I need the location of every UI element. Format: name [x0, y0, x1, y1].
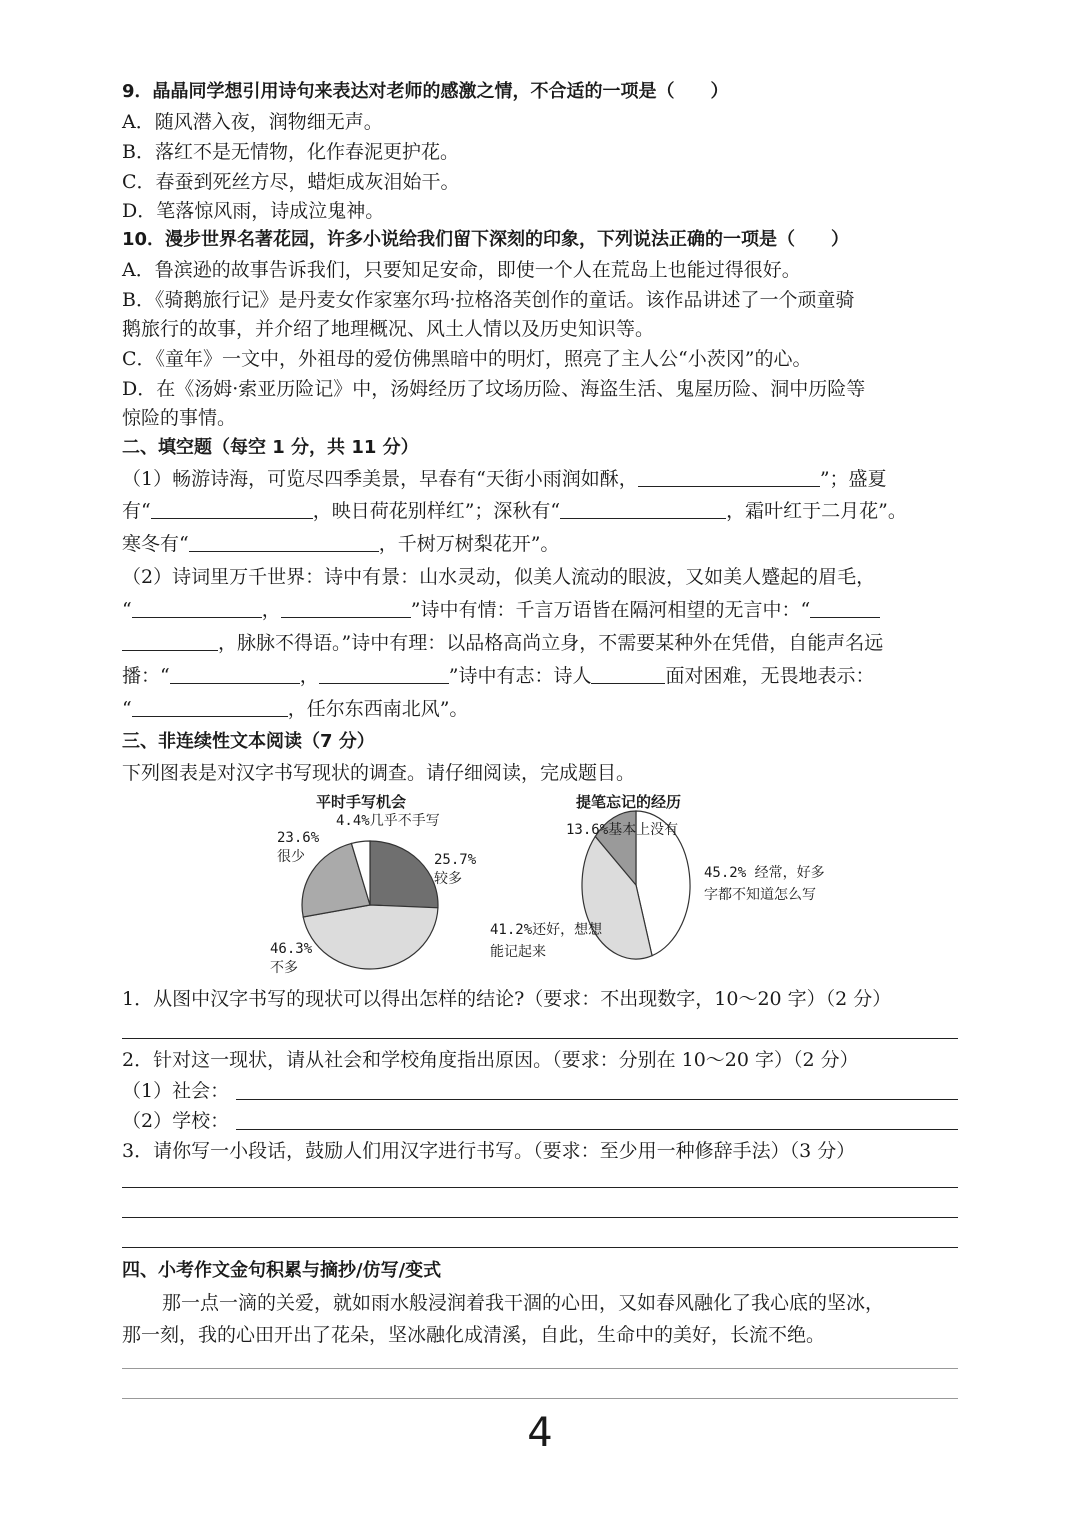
s3-question-1: 1．从图中汉字书写的现状可以得出怎样的结论?（要求：不出现数字，10～20 字）（2 分）: [122, 988, 892, 1010]
pie2-label-45pct: [704, 862, 834, 906]
s3-question-3: 3．请你写一小段话，鼓励人们用汉字进行书写。（要求：至少用一种修辞手法）（3 分）: [122, 1140, 856, 1162]
answer-line[interactable]: [236, 1099, 958, 1100]
fill-text: ”诗中有志：诗人: [448, 665, 592, 687]
fill-text: ，任尔东西南北风”。: [287, 698, 469, 720]
pie1-cat: 较多: [434, 871, 462, 887]
pie1-title: 平时手写机会: [316, 793, 407, 811]
s3-question-2-society: （1）社会：: [122, 1080, 230, 1102]
fill-line-6: [122, 629, 883, 657]
writing-line[interactable]: [122, 1398, 958, 1399]
pie1-cat: 不多: [270, 960, 298, 976]
pie2-label-41pct: [490, 919, 610, 963]
pie1-label-25pct: [434, 851, 476, 889]
pie1-cat: 很少: [277, 849, 305, 865]
fill-text: ，: [261, 599, 281, 621]
answer-blank[interactable]: [281, 597, 411, 618]
fill-text: “: [122, 599, 132, 621]
pie2-cat: 经常，好多字都不知道怎么写: [704, 865, 825, 903]
q10-stem: 10．漫步世界名著花园，许多小说给我们留下深刻的印象，下列说法正确的一项是（ ）: [122, 229, 850, 250]
q10-option-b-line2: 鹅旅行的故事，并介绍了地理概况、风土人情以及历史知识等。: [122, 318, 655, 340]
fill-text: ，: [299, 665, 319, 687]
answer-line[interactable]: [122, 1187, 958, 1188]
section3-heading: 三、非连续性文本阅读（7 分）: [122, 731, 375, 752]
q9-option-b: B．落红不是无情物，化作春泥更护花。: [122, 141, 459, 163]
fill-text: （1）畅游诗海，可览尽四季美景，早春有“天街小雨润如酥，: [122, 468, 638, 490]
fill-text: ，霜叶红于二月花”。: [726, 500, 907, 522]
pie1-label-46pct: [270, 940, 312, 978]
fill-line-5: [122, 596, 880, 624]
fill-text: ，千树万树梨花开”。: [378, 533, 560, 555]
answer-line[interactable]: [122, 1217, 958, 1218]
q10-option-c: C．《童年》一文中，外祖母的爱仿佛黑暗中的明灯，照亮了主人公“小茨冈”的心。: [122, 348, 812, 370]
fill-text: 面对困难，无畏地表示：: [665, 665, 875, 687]
answer-blank[interactable]: [151, 498, 313, 519]
q10-option-a: A．鲁滨逊的故事告诉我们，只要知足安命，即使一个人在荒岛上也能过得很好。: [122, 259, 801, 281]
fill-line-1: [122, 465, 887, 493]
s3-question-2: 2．针对这一现状，请从社会和学校角度指出原因。（要求：分别在 10～20 字）（2 分）: [122, 1049, 859, 1071]
fill-line-7: [122, 662, 874, 690]
pie1-pct: 25.7%: [434, 852, 477, 868]
pie2-cat: 基本上没有: [608, 822, 679, 838]
pie1-slice-0: [370, 841, 438, 908]
section2-heading: 二、填空题（每空 1 分，共 11 分）: [122, 437, 419, 458]
answer-line[interactable]: [122, 1247, 958, 1248]
pie2-pct: 45.2%: [704, 865, 747, 881]
answer-blank[interactable]: [638, 466, 820, 487]
pie2-label-13pct: [566, 821, 678, 840]
q9-option-a: A．随风潜入夜，润物细无声。: [122, 111, 383, 133]
s4-paragraph-line1: 那一点一滴的关爱，就如雨水般浸润着我干涸的心田，又如春风融化了我心底的坚冰，: [162, 1292, 885, 1314]
fill-line-8: [122, 695, 468, 723]
answer-blank[interactable]: [132, 696, 288, 717]
fill-line-2: [122, 497, 907, 525]
section3-intro: 下列图表是对汉字书写现状的调查。请仔细阅读，完成题目。: [122, 762, 636, 784]
fill-text: 有“: [122, 500, 151, 522]
answer-blank[interactable]: [122, 630, 218, 651]
fill-text: 寒冬有“: [122, 533, 189, 555]
fill-line-4: （2）诗词里万千世界：诗中有景：山水灵动，似美人流动的眼波，又如美人蹙起的眉毛，: [122, 566, 876, 588]
pie1-label-4pct: [336, 812, 440, 831]
answer-blank[interactable]: [170, 663, 300, 684]
pie1-cat: 几乎不手写: [369, 813, 440, 829]
pie1-chart: [300, 835, 440, 975]
pie1-pct: 4.4%: [336, 813, 370, 829]
pie1-label-23pct: [277, 829, 319, 867]
section4-heading: 四、小考作文金句积累与摘抄/仿写/变式: [122, 1260, 442, 1281]
answer-blank[interactable]: [132, 597, 262, 618]
answer-blank[interactable]: [189, 531, 379, 552]
answer-line[interactable]: [236, 1129, 958, 1130]
q9-stem: 9．晶晶同学想引用诗句来表达对老师的感激之情，不合适的一项是（ ）: [122, 81, 729, 102]
fill-text: ”诗中有情：千言万语皆在隔河相望的无言中：“: [410, 599, 811, 621]
fill-text: ，映日荷花别样红”；深秋有“: [312, 500, 561, 522]
s4-paragraph-line2: 那一刻，我的心田开出了花朵，坚冰融化成清溪，自此，生命中的美好，长流不绝。: [122, 1324, 826, 1346]
answer-blank[interactable]: [560, 498, 726, 519]
pie2-title: 提笔忘记的经历: [576, 793, 682, 811]
page-number: 4: [527, 1410, 553, 1456]
fill-text: “: [122, 698, 132, 720]
writing-line[interactable]: [122, 1368, 958, 1369]
pie1-pct: 23.6%: [277, 830, 320, 846]
answer-blank[interactable]: [591, 663, 665, 684]
fill-text: 播：“: [122, 665, 170, 687]
fill-text: ”；盛夏: [819, 468, 887, 490]
q10-option-d-line1: D．在《汤姆·索亚历险记》中，汤姆经历了坟场历险、海盗生活、鬼屋历险、洞中历险等: [122, 378, 866, 400]
q10-option-b-line1: B．《骑鹅旅行记》是丹麦女作家塞尔玛·拉格洛芙创作的童话。该作品讲述了一个顽童骑: [122, 289, 855, 311]
pie1-slice-1: [303, 905, 438, 969]
fill-line-3: [122, 530, 559, 558]
pie2-cat: 还好，想想能记起来: [490, 922, 603, 960]
answer-line[interactable]: [122, 1038, 958, 1039]
s3-question-2-school: （2）学校：: [122, 1110, 230, 1132]
fill-text: ，脉脉不得语。”诗中有理：以品格高尚立身，不需要某种外在凭借，自能声名远: [218, 632, 884, 654]
q9-option-d: D．笔落惊风雨，诗成泣鬼神。: [122, 200, 385, 222]
answer-blank[interactable]: [319, 663, 449, 684]
answer-blank[interactable]: [810, 597, 880, 618]
pie2-pct: 41.2%: [490, 922, 533, 938]
q9-option-c: C．春蚕到死丝方尽，蜡炬成灰泪始干。: [122, 171, 460, 193]
q10-option-d-line2: 惊险的事情。: [122, 407, 237, 429]
pie2-pct: 13.6%: [566, 822, 609, 838]
pie1-pct: 46.3%: [270, 941, 313, 957]
